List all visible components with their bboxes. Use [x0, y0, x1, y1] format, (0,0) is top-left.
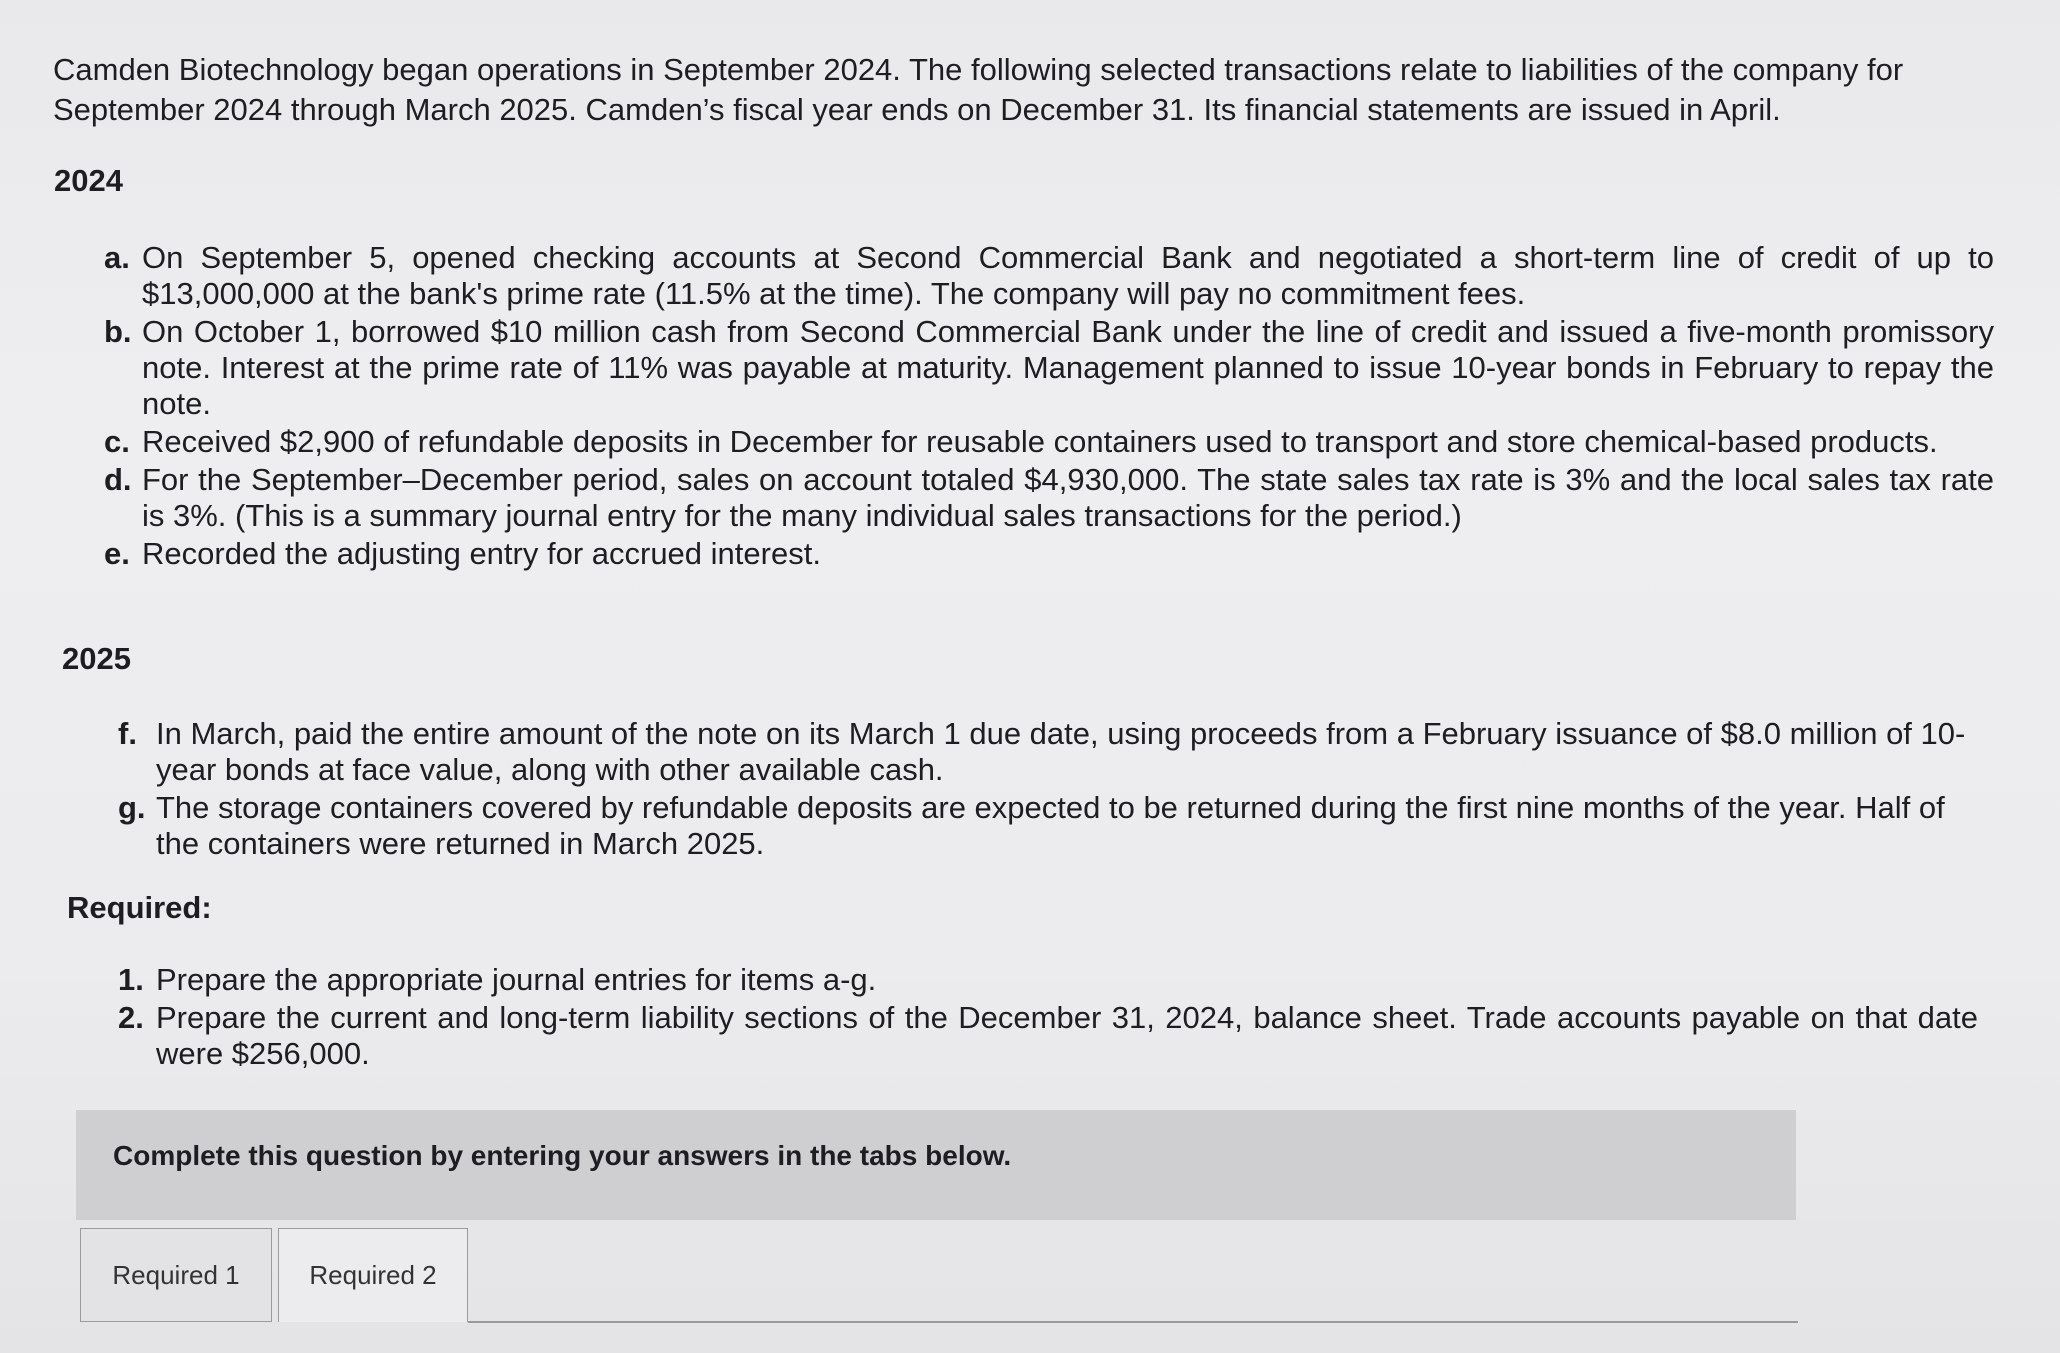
item-marker: e.: [104, 536, 130, 571]
transaction-item-c: [104, 424, 1994, 460]
item-marker: f.: [118, 716, 137, 751]
tab-required-1[interactable]: Required 1: [80, 1228, 272, 1322]
item-text: In March, paid the entire amount of the note on its March 1 due date, using proceeds from a February issuance of $8.0 million of 10-year bonds at face value, along with other available cash.: [156, 716, 1966, 787]
transaction-item-d: [104, 462, 1994, 534]
required-item-2: [118, 1000, 1978, 1072]
transactions-2025-list: [118, 716, 1988, 862]
instruction-banner: [76, 1110, 1796, 1220]
required-item-1: [118, 962, 1978, 998]
transaction-item-b: [104, 314, 1994, 422]
item-text: Prepare the appropriate journal entries for items a-g.: [156, 962, 877, 997]
item-text: Received $2,900 of refundable deposits in December for reusable containers used to transport and store chemical-based products.: [142, 424, 1938, 459]
item-marker: d.: [104, 462, 132, 497]
item-text: The storage containers covered by refundable deposits are expected to be returned during the first nine months of the year. Half of the containers were returned in March 2025.: [156, 790, 1945, 861]
item-text: For the September–December period, sales on account totaled $4,930,000. The state sales tax rate is 3% and the local sales tax rate is 3%. (This is a summary journal entry for the many individual sales transactions for the period.): [142, 462, 1994, 533]
item-text: On October 1, borrowed $10 million cash from Second Commercial Bank under the line of credit and issued a five-month promissory note. Interest at the prime rate of 11% was payable at maturity. Management planned to issue 10-year bonds in February to repay the note.: [142, 314, 1994, 421]
transaction-item-e: [104, 536, 1994, 572]
item-marker: b.: [104, 314, 132, 349]
tab-required-2[interactable]: Required 2: [278, 1228, 468, 1322]
tab-underline-divider: [468, 1321, 1798, 1323]
item-marker: 1.: [118, 962, 144, 997]
required-list: [118, 962, 1978, 1072]
item-text: Prepare the current and long-term liability sections of the December 31, 2024, balance sheet. Trade accounts payable on that date were $256,000.: [156, 1000, 1978, 1071]
transactions-2024-list: [104, 240, 1994, 572]
item-text: Recorded the adjusting entry for accrued interest.: [142, 536, 821, 571]
item-marker: g.: [118, 790, 146, 825]
required-heading: Required:: [67, 890, 212, 925]
answer-tabs: [80, 1228, 1800, 1324]
item-text: On September 5, opened checking accounts at Second Commercial Bank and negotiated a short-term line of credit of up to $13,000,000 at the bank's prime rate (11.5% at the time). The company will pay no commitment fees.: [142, 240, 1994, 311]
instruction-text: Complete this question by entering your answers in the tabs below.: [113, 1140, 1012, 1171]
transaction-item-f: [118, 716, 1988, 788]
item-marker: 2.: [118, 1000, 144, 1035]
problem-intro: Camden Biotechnology began operations in September 2024. The following selected transactions relate to liabilities of the company for September 2024 through March 2025. Camden’s fiscal year ends on December 31. Its financial statements are issued in April.: [53, 52, 1904, 127]
item-marker: a.: [104, 240, 130, 275]
year-heading-2024: 2024: [54, 163, 123, 198]
year-heading-2025: 2025: [62, 641, 131, 676]
item-marker: c.: [104, 424, 130, 459]
transaction-item-g: [118, 790, 1988, 862]
transaction-item-a: [104, 240, 1994, 312]
